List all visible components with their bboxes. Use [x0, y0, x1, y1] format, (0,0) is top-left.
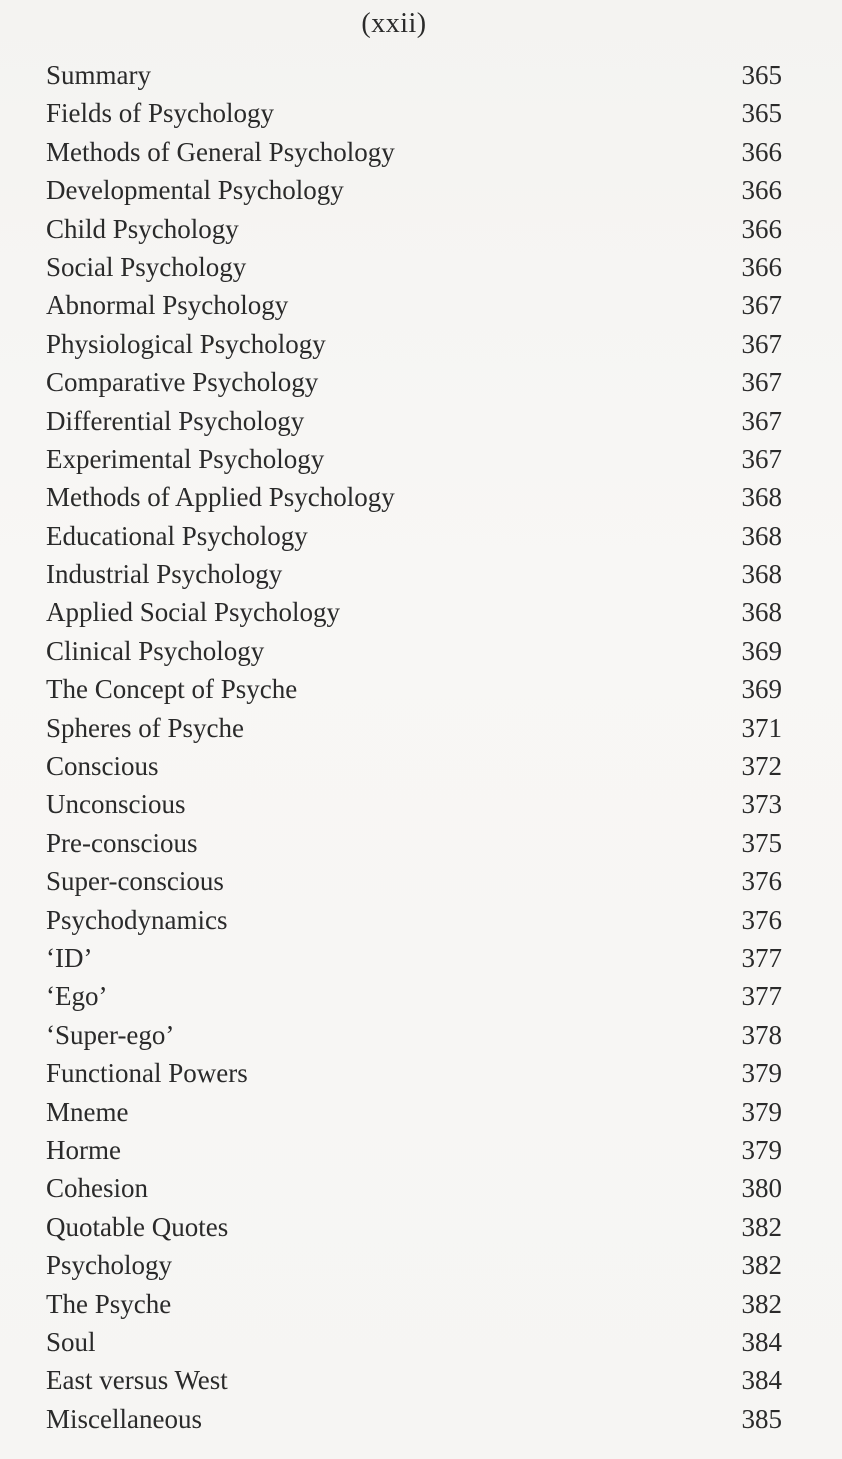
toc-row	[46, 248, 782, 286]
toc-page-number: 369	[741, 674, 782, 705]
toc-page-number: 376	[741, 904, 782, 935]
toc-page-number: 379	[741, 1134, 782, 1165]
toc-row	[46, 517, 782, 555]
toc-row	[46, 286, 782, 324]
toc-title: Comparative Psychology	[46, 367, 319, 398]
toc-page-number: 377	[741, 981, 782, 1012]
toc-title: Summary	[46, 60, 151, 90]
toc-page-number: 368	[741, 597, 782, 628]
toc-page-number: 367	[741, 443, 782, 474]
toc-title: Super-conscious	[46, 866, 224, 897]
toc-page-number: 375	[741, 827, 782, 858]
toc-title: Abnormal Psychology	[46, 290, 289, 321]
toc-title: Pre-conscious	[46, 827, 198, 858]
toc-title: Unconscious	[46, 789, 186, 820]
toc-page-number: 373	[741, 789, 782, 820]
toc-title: Psychodynamics	[46, 904, 228, 935]
toc-row	[46, 171, 782, 209]
toc-row	[46, 440, 782, 478]
toc-row	[46, 593, 782, 631]
toc-page-number: 379	[741, 1058, 782, 1089]
toc-title: Miscellaneous	[46, 1403, 202, 1434]
toc-title: Mneme	[46, 1096, 129, 1127]
toc-row	[46, 1054, 782, 1092]
toc-title: Physiological Psychology	[46, 328, 326, 359]
toc-row	[46, 56, 782, 94]
page-number: (xxii)	[361, 8, 427, 39]
toc-page-number: 382	[741, 1250, 782, 1281]
toc-row	[46, 402, 782, 440]
toc-title: Spheres of Psyche	[46, 712, 244, 743]
toc-title: ‘Super-ego’	[46, 1019, 175, 1050]
toc-row	[46, 1361, 782, 1399]
toc-title: Developmental Psychology	[46, 175, 344, 206]
toc-row	[46, 901, 782, 939]
toc-page-number: 369	[741, 635, 782, 666]
toc-row	[46, 747, 782, 785]
toc-row	[46, 1093, 782, 1131]
toc-title: Educational Psychology	[46, 520, 308, 551]
toc-title: Horme	[46, 1134, 121, 1165]
toc-page-number: 385	[741, 1403, 782, 1434]
toc-page-number: 372	[741, 751, 782, 782]
toc-title: Conscious	[46, 751, 159, 782]
toc-page-number: 367	[741, 367, 782, 398]
toc-row	[46, 670, 782, 708]
toc-title: Soul	[46, 1326, 96, 1357]
toc-title: ‘ID’	[46, 942, 93, 973]
toc-row	[46, 1016, 782, 1054]
toc-title: Methods of Applied Psychology	[46, 482, 395, 513]
toc-page-number: 379	[741, 1096, 782, 1127]
toc-row	[46, 1400, 782, 1438]
toc-page-number: 382	[741, 1211, 782, 1242]
toc-page-number: 367	[741, 290, 782, 321]
toc-page-number: 366	[741, 213, 782, 244]
toc-row	[46, 94, 782, 132]
toc-title: Methods of General Psychology	[46, 136, 395, 167]
toc-row	[46, 1131, 782, 1169]
toc-page-number: 378	[741, 1019, 782, 1050]
toc-row	[46, 1323, 782, 1361]
toc-page-number: 368	[741, 559, 782, 590]
toc-page-number: 365	[741, 60, 782, 90]
toc-title: Differential Psychology	[46, 405, 305, 436]
toc-page-number: 368	[741, 520, 782, 551]
toc-title: East versus West	[46, 1365, 228, 1396]
toc-title: ‘Ego’	[46, 981, 108, 1012]
toc-title: Experimental Psychology	[46, 443, 325, 474]
toc-page-number: 380	[741, 1173, 782, 1204]
toc-title: Functional Powers	[46, 1058, 248, 1089]
toc-row	[46, 363, 782, 401]
toc-page-number: 366	[741, 175, 782, 206]
toc-title: Industrial Psychology	[46, 559, 283, 590]
toc-page-number: 382	[741, 1288, 782, 1319]
toc-title: Clinical Psychology	[46, 635, 265, 666]
toc-page-number: 377	[741, 942, 782, 973]
toc-title: Quotable Quotes	[46, 1211, 229, 1242]
toc-page-number: 371	[741, 712, 782, 743]
toc-row	[46, 824, 782, 862]
toc-page-number: 368	[741, 482, 782, 513]
toc-row	[46, 709, 782, 747]
toc-title: Social Psychology	[46, 251, 247, 282]
toc-row	[46, 325, 782, 363]
toc-row	[46, 1169, 782, 1207]
toc-page-number: 376	[741, 866, 782, 897]
toc-title: Psychology	[46, 1250, 173, 1281]
toc-row	[46, 1208, 782, 1246]
toc-row	[46, 977, 782, 1015]
toc-title: Cohesion	[46, 1173, 149, 1204]
toc-page-number: 366	[741, 136, 782, 167]
toc-title: Applied Social Psychology	[46, 597, 340, 628]
toc-page-number: 384	[741, 1326, 782, 1357]
toc-row	[46, 632, 782, 670]
toc-page-number: 366	[741, 251, 782, 282]
table-of-contents	[46, 56, 782, 1438]
toc-page-number: 367	[741, 328, 782, 359]
toc-title: Fields of Psychology	[46, 98, 275, 129]
toc-row	[46, 1285, 782, 1323]
toc-row	[46, 862, 782, 900]
toc-page-number: 367	[741, 405, 782, 436]
toc-title: The Psyche	[46, 1288, 172, 1319]
toc-title: Child Psychology	[46, 213, 239, 244]
toc-row	[46, 555, 782, 593]
toc-row	[46, 478, 782, 516]
toc-row	[46, 939, 782, 977]
toc-row	[46, 133, 782, 171]
toc-row	[46, 210, 782, 248]
toc-title: The Concept of Psyche	[46, 674, 298, 705]
toc-page-number: 365	[741, 98, 782, 129]
toc-row	[46, 785, 782, 823]
toc-row	[46, 1246, 782, 1284]
toc-page-number: 384	[741, 1365, 782, 1396]
